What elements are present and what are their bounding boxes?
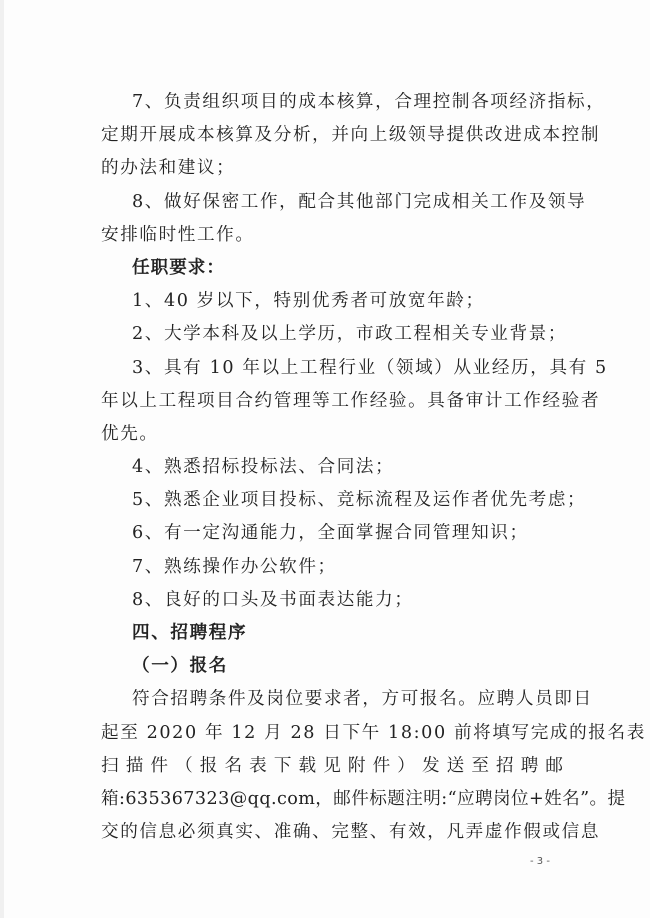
text-line: 年以上工程项目合约管理等工作经验。具备审计工作经验者 (101, 390, 601, 411)
text-line: 安排临时性工作。 (101, 224, 255, 245)
text-line: 4、熟悉招标投标法、合同法； (132, 457, 395, 478)
text-line: 符合招聘条件及岗位要求者，方可报名。应聘人员即日 (132, 689, 593, 710)
text-line: 定期开展成本核算及分析，并向上级领导提供改进成本控制 (101, 125, 601, 146)
requirement-item-8 (101, 584, 563, 617)
requirement-item-2 (101, 318, 568, 351)
page-number: - 3 - (530, 856, 550, 867)
text-line: 5、熟悉企业项目投标、竞标流程及运作者优先考虑； (132, 490, 587, 511)
requirement-item-5 (101, 484, 587, 517)
duty-item-7 (101, 86, 606, 186)
requirements-heading: 任职要求： (132, 257, 225, 278)
text-line: 起至 2020 年 12 月 28 日下午 18:00 前将填写完成的报名表 (101, 722, 646, 743)
text-line: 优先。 (101, 423, 159, 444)
page-content (101, 86, 646, 849)
text-line: 8、良好的口头及书面表达能力； (132, 589, 414, 610)
requirement-item-4 (101, 451, 563, 484)
requirement-item-7 (101, 551, 563, 584)
text-line: 7、负责组织项目的成本核算，合理控制各项经济指标， (132, 92, 606, 112)
subsection-registration-heading: （一）报名 (132, 656, 228, 677)
requirement-item-3 (101, 352, 608, 452)
requirement-item-1 (101, 285, 563, 318)
text-line: 的办法和建议； (101, 158, 236, 179)
registration-paragraph (101, 683, 646, 849)
page-edge-shadow (0, 0, 4, 918)
text-line: 6、有一定沟通能力，全面掌握合同管理知识； (132, 523, 529, 544)
text-line: 3、具有 10 年以上工程行业（领域）从业经历，具有 5 (132, 357, 608, 378)
text-line: 8、做好保密工作，配合其他部门完成相关工作及领导 (132, 191, 587, 212)
text-line: 交的信息必须真实、准确、完整、有效，凡弄虚作假或信息 (101, 822, 601, 843)
text-line: 2、大学本科及以上学历，市政工程相关专业背景； (132, 324, 568, 345)
text-line: 箱:635367323@qq.com，邮件标题注明:“应聘岗位+姓名”。提 (101, 788, 626, 809)
text-line: 7、熟练操作办公软件； (132, 556, 337, 577)
text-line: 扫描件（报名表下载见附件）发送至招聘邮 (101, 755, 563, 776)
section-four-heading: 四、招聘程序 (132, 623, 248, 643)
duty-item-8 (101, 186, 587, 252)
requirement-item-6 (101, 517, 563, 550)
text-line: 1、40 岁以下，特别优秀者可放宽年龄； (132, 291, 485, 312)
